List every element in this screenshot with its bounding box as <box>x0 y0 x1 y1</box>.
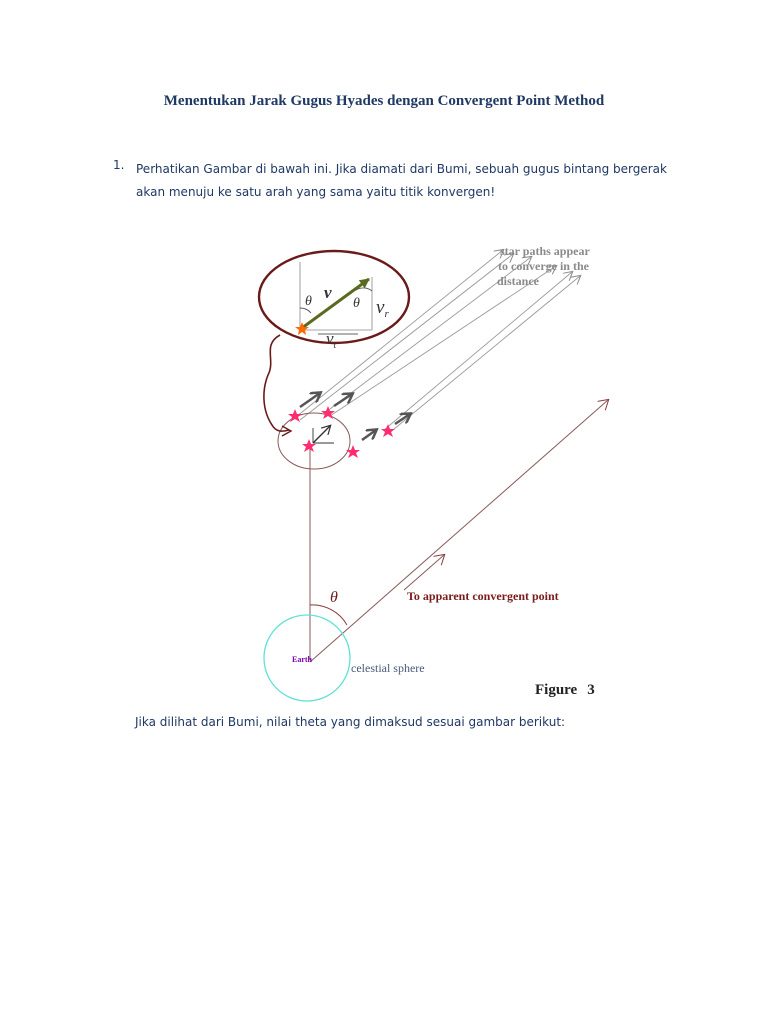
theta-arc <box>310 605 347 625</box>
figure-caption: Figure 3 <box>535 682 595 698</box>
vr-label: $v_r$ <box>376 297 389 320</box>
earth-label: Earth <box>292 655 312 664</box>
cluster-star <box>381 424 395 437</box>
list-number: 1. <box>113 158 125 172</box>
vector-diagram <box>295 262 389 351</box>
convergent-label: To apparent convergent point <box>407 589 559 603</box>
zoom-ellipse <box>259 251 409 343</box>
convergent-direction-line <box>310 400 608 662</box>
center-star-vector <box>313 426 334 443</box>
figure-question-caption: Jika dilihat dari Bumi, nilai theta yang dimaksud sesuai gambar berikut: <box>135 715 566 729</box>
vt-label: $v_t$ <box>326 329 337 351</box>
star-paths-label-2: to converge in the <box>498 259 589 273</box>
list-text: Perhatikan Gambar di bawah ini. Jika diamati dari Bumi, sebuah gugus bintang bergerak akan menuju ke satu arah yang sama yaitu titik konvergen! <box>136 162 667 199</box>
celestial-sphere-label: celestial sphere <box>351 661 425 675</box>
cluster-star <box>302 439 316 452</box>
star-paths-label-3: distance <box>497 274 539 288</box>
page-title: Menentukan Jarak Gugus Hyades dengan Convergent Point Method <box>163 93 605 109</box>
theta-label-1: θ <box>305 294 312 309</box>
v-label: v <box>324 283 332 302</box>
star-paths-label-1: star paths appear <box>500 244 590 258</box>
zoom-connector <box>264 335 289 431</box>
convergent-hint-arrow <box>404 555 444 590</box>
cluster-ellipse <box>278 413 350 469</box>
theta-label-earth: θ <box>330 589 338 606</box>
theta-label-2: θ <box>353 296 360 311</box>
cluster-star <box>346 445 360 458</box>
